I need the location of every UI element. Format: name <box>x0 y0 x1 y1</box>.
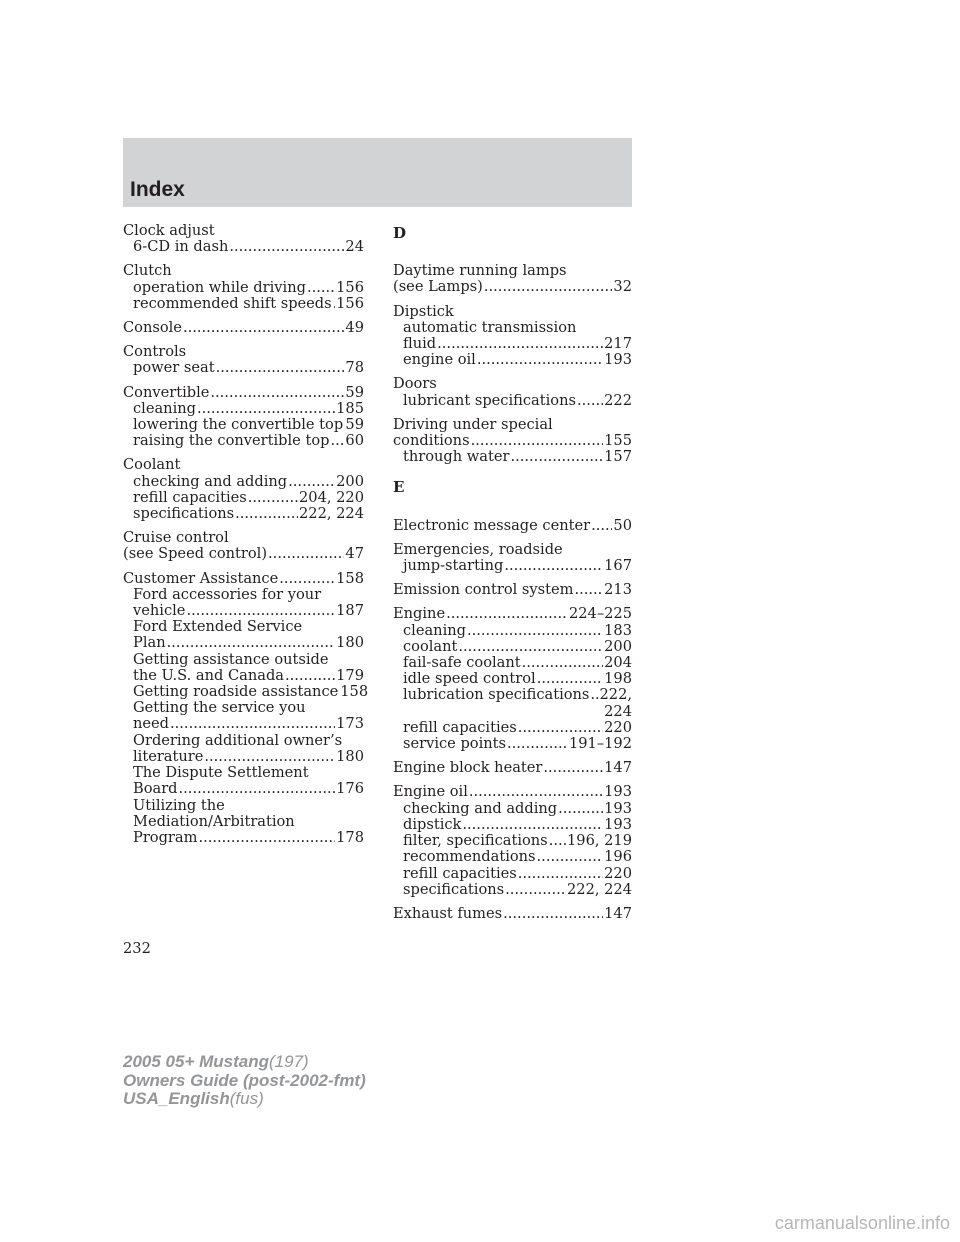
footer-model: 2005 05+ Mustang <box>123 1052 269 1071</box>
entry-page: 222, 224 <box>299 505 364 523</box>
entry-text: cleaning <box>403 621 466 639</box>
entry-text: idle speed control <box>403 670 536 688</box>
entry-page: 193 <box>604 351 632 369</box>
index-entry <box>393 417 632 466</box>
index-entry <box>393 606 632 752</box>
entry-text: filter, specifications <box>403 832 548 850</box>
leader-dots <box>235 506 298 522</box>
entry-page: 191–192 <box>568 735 632 753</box>
leader-dots <box>471 433 604 449</box>
index-entry <box>393 376 632 408</box>
entry-page: 204 <box>604 654 632 672</box>
leader-dots <box>179 781 336 797</box>
entry-page: 187 <box>336 602 364 620</box>
entry-page: 50 <box>613 516 632 534</box>
entry-page: 49 <box>345 319 364 337</box>
entry-text: Engine oil <box>393 783 468 801</box>
leader-dots <box>549 833 566 849</box>
index-subentry: Getting assistance outside <box>133 650 329 668</box>
entry-text: cleaning <box>133 399 196 417</box>
entry-text: (see Lamps) <box>393 278 483 296</box>
entry-page: 156 <box>336 294 364 312</box>
entry-page: 147 <box>604 759 632 777</box>
entry-page: 217 <box>604 335 632 353</box>
index-subentry <box>123 296 364 312</box>
entry-page: 158 <box>336 569 364 587</box>
entry-text: literature <box>133 747 204 765</box>
entry-text: Getting roadside assistance <box>133 683 339 701</box>
leader-dots <box>279 571 335 587</box>
entry-text: fail-safe coolant <box>403 654 521 672</box>
index-heading <box>123 546 364 562</box>
index-subentry <box>123 239 364 255</box>
entry-text: Customer Assistance <box>123 569 279 587</box>
leader-dots <box>469 784 603 800</box>
entry-page: 224–225 <box>568 605 632 623</box>
leader-dots <box>505 882 566 898</box>
entry-text: power seat <box>133 359 215 377</box>
index-subentry: Ordering additional owner’s <box>133 731 343 749</box>
index-subentry <box>123 433 364 449</box>
index-subentry: Ford Extended Service <box>133 618 303 636</box>
leader-dots <box>504 558 603 574</box>
index-subentry <box>393 882 632 898</box>
index-subentry <box>123 603 364 619</box>
entry-page: 220 <box>604 864 632 882</box>
entry-text: lubrication specifications <box>403 686 590 704</box>
footer-language-code: (fus) <box>229 1089 264 1108</box>
leader-dots <box>577 393 603 409</box>
index-subentry: Mediation/Arbitration <box>133 812 295 830</box>
leader-dots <box>477 352 603 368</box>
index-entry <box>393 760 632 776</box>
entry-page: 60 <box>345 432 364 450</box>
leader-dots <box>467 623 603 639</box>
entry-page: 180 <box>336 747 364 765</box>
entry-text: Engine <box>393 605 446 623</box>
entry-text: coolant <box>403 637 458 655</box>
entry-text: recommendations <box>403 848 536 866</box>
index-heading: Clock adjust <box>123 222 215 239</box>
index-subentry <box>393 558 632 574</box>
entry-text: (see Speed control) <box>123 545 268 563</box>
index-subentry <box>123 668 364 684</box>
index-heading <box>393 606 632 622</box>
leader-dots <box>167 635 336 651</box>
index-subentry: Ford accessories for your <box>133 585 322 603</box>
entry-page: 200 <box>604 637 632 655</box>
entry-text: Emission control system <box>393 581 574 599</box>
index-subentry <box>393 849 632 865</box>
entry-text: lubricant specifications <box>403 391 576 409</box>
entry-text: 6-CD in dash <box>133 238 229 256</box>
index-subentry <box>393 623 632 639</box>
leader-dots <box>437 336 603 352</box>
index-subentry <box>123 506 364 522</box>
index-subentry <box>393 655 632 671</box>
index-subentry: The Dispute Settlement <box>133 764 309 782</box>
entry-page: 157 <box>604 448 632 466</box>
footer-language: USA_English <box>123 1089 230 1108</box>
document-footer <box>123 1053 366 1109</box>
leader-dots <box>590 687 598 703</box>
entry-page: 198 <box>604 670 632 688</box>
leader-dots <box>537 671 603 687</box>
index-heading <box>393 518 632 534</box>
leader-dots <box>518 720 603 736</box>
index-heading <box>393 784 632 800</box>
entry-text: specifications <box>403 880 505 898</box>
entry-text: lowering the convertible top <box>133 416 344 434</box>
entry-page: 155 <box>604 432 632 450</box>
index-subentry <box>393 866 632 882</box>
entry-text: Electronic message center <box>393 516 591 534</box>
leader-dots <box>510 449 603 465</box>
index-subentry <box>123 830 364 846</box>
index-heading: Cruise control <box>123 529 229 547</box>
index-subentry <box>123 490 364 506</box>
page-number: 232 <box>123 940 151 957</box>
index-subentry <box>393 801 632 817</box>
entry-page: 176 <box>336 780 364 798</box>
entry-text: Console <box>123 319 182 337</box>
footer-guide: Owners Guide (post-2002-fmt) <box>123 1070 366 1090</box>
index-subentry <box>393 393 632 409</box>
header-band <box>123 138 632 207</box>
index-heading <box>123 320 364 336</box>
index-subentry <box>123 635 364 651</box>
leader-dots <box>210 385 344 401</box>
entry-text: recommended shift speeds <box>133 294 332 312</box>
leader-dots <box>216 360 345 376</box>
index-subentry <box>123 360 364 376</box>
index-heading: Doors <box>393 375 437 393</box>
index-entry <box>393 518 632 534</box>
footer-model-code: (197) <box>269 1052 309 1071</box>
index-heading: 224 <box>604 702 632 720</box>
index-subentry <box>123 781 364 797</box>
entry-page: 179 <box>336 666 364 684</box>
index-subentry: Getting the service you <box>133 699 306 717</box>
index-entry <box>123 569 369 846</box>
index-entry <box>393 784 632 897</box>
leader-dots <box>591 518 612 534</box>
index-entry <box>393 263 632 295</box>
leader-dots <box>330 433 344 449</box>
entry-page: 167 <box>604 557 632 575</box>
entry-page: 173 <box>336 715 364 733</box>
entry-page: 193 <box>604 783 632 801</box>
entry-page: 185 <box>336 399 364 417</box>
entry-page: 147 <box>604 904 632 922</box>
leader-dots <box>522 655 604 671</box>
entry-page: 222, <box>599 686 632 704</box>
entry-text: through water <box>403 448 510 466</box>
leader-dots <box>186 603 335 619</box>
index-subentry <box>393 449 632 465</box>
entry-text: Exhaust fumes <box>393 904 503 922</box>
index-subentry <box>393 336 632 352</box>
entry-text: Convertible <box>123 383 210 401</box>
leader-dots <box>462 817 603 833</box>
leader-dots <box>484 279 613 295</box>
index-entry <box>123 263 364 312</box>
entry-page: 193 <box>604 815 632 833</box>
index-subentry <box>393 671 632 687</box>
entry-page: 183 <box>604 621 632 639</box>
index-heading <box>393 279 632 295</box>
entry-page: 204, 220 <box>299 488 364 506</box>
index-heading: Coolant <box>123 456 181 474</box>
entry-text: Program <box>133 828 198 846</box>
index-heading: Dipstick <box>393 302 454 320</box>
leader-dots <box>183 320 344 336</box>
index-subentry <box>123 474 364 490</box>
leader-dots <box>204 749 335 765</box>
index-subentry <box>123 683 369 701</box>
entry-page: 59 <box>345 416 364 434</box>
index-subentry <box>123 749 364 765</box>
entry-page: 156 <box>336 278 364 296</box>
leader-dots <box>268 546 344 562</box>
entry-page: 180 <box>336 634 364 652</box>
leader-dots <box>333 296 336 312</box>
index-subentry <box>123 401 364 417</box>
entry-text: operation while driving <box>133 278 306 296</box>
entry-page: 213 <box>604 581 632 599</box>
entry-text: refill capacities <box>403 718 517 736</box>
index-entry <box>393 906 632 922</box>
section-letter-e: E <box>393 478 405 497</box>
entry-page: 47 <box>345 545 364 563</box>
entry-page: 32 <box>613 278 632 296</box>
leader-dots <box>307 280 335 296</box>
index-heading: Driving under special <box>393 415 553 433</box>
index-heading: Controls <box>123 343 187 361</box>
entry-page: 78 <box>345 359 364 377</box>
index-column-left <box>123 222 369 854</box>
leader-dots <box>446 606 568 622</box>
page-title: Index <box>130 178 185 201</box>
index-entry <box>123 457 364 522</box>
entry-page: 220 <box>604 718 632 736</box>
leader-dots <box>248 490 298 506</box>
entry-text: checking and adding <box>133 472 288 490</box>
index-subentry <box>393 687 632 703</box>
entry-text: conditions <box>393 432 470 450</box>
index-entry <box>123 530 364 562</box>
leader-dots <box>574 582 603 598</box>
index-heading <box>393 906 632 922</box>
entry-page: 59 <box>345 383 364 401</box>
entry-page: 222 <box>604 391 632 409</box>
entry-text: specifications <box>133 505 235 523</box>
index-subentry: automatic transmission <box>403 318 577 336</box>
leader-dots <box>503 906 603 922</box>
entry-text: raising the convertible top <box>133 432 330 450</box>
entry-text: refill capacities <box>133 488 247 506</box>
index-heading <box>123 385 364 401</box>
leader-dots <box>458 639 603 655</box>
leader-dots <box>197 401 335 417</box>
entry-text: vehicle <box>133 602 186 620</box>
index-heading <box>123 571 364 587</box>
index-subentry <box>123 716 364 732</box>
entry-text: Board <box>133 780 178 798</box>
entry-text: need <box>133 715 170 733</box>
leader-dots <box>198 830 335 846</box>
entry-text: the U.S. and Canada <box>133 666 284 684</box>
entry-page: 178 <box>336 828 364 846</box>
index-entry <box>393 542 632 574</box>
index-entry <box>123 385 364 450</box>
index-heading <box>393 760 632 776</box>
leader-dots <box>507 736 568 752</box>
entry-text: engine oil <box>403 351 476 369</box>
index-column-right <box>393 223 632 930</box>
entry-text: refill capacities <box>403 864 517 882</box>
leader-dots <box>229 239 344 255</box>
watermark-text: carmanualsonline.info <box>774 1213 950 1233</box>
leader-dots <box>543 760 603 776</box>
leader-dots <box>285 668 335 684</box>
index-subentry <box>393 833 632 849</box>
entry-page: 24 <box>345 238 364 256</box>
entry-text: fluid <box>403 335 437 353</box>
section-letter-d: D <box>393 224 407 242</box>
index-section-d <box>393 263 632 465</box>
index-subentry <box>123 280 364 296</box>
leader-dots <box>170 716 335 732</box>
entry-text: checking and adding <box>403 799 558 817</box>
entry-page: 200 <box>336 472 364 490</box>
leader-dots <box>537 849 604 865</box>
entry-text: dipstick <box>403 815 462 833</box>
entry-page: 193 <box>604 799 632 817</box>
index-subentry <box>393 817 632 833</box>
index-subentry <box>393 352 632 368</box>
index-entry <box>123 320 364 336</box>
index-heading <box>393 582 632 598</box>
index-entry <box>393 582 632 598</box>
entry-page: 196, 219 <box>567 832 632 850</box>
leader-dots <box>518 866 603 882</box>
entry-page: 158 <box>340 683 369 701</box>
entry-text: Plan <box>133 634 166 652</box>
index-heading: Emergencies, roadside <box>393 540 563 558</box>
entry-page: 196 <box>604 848 632 866</box>
index-subentry <box>393 639 632 655</box>
index-entry <box>393 304 632 369</box>
index-subentry <box>393 720 632 736</box>
leader-dots <box>288 474 335 490</box>
index-entry <box>123 344 364 376</box>
index-subentry <box>123 417 364 433</box>
entry-text: Engine block heater <box>393 759 543 777</box>
index-section-e <box>393 518 632 922</box>
index-subentry: Utilizing the <box>133 796 225 814</box>
index-entry <box>123 223 364 255</box>
entry-text: jump-starting <box>403 557 504 575</box>
entry-page: 222, 224 <box>567 880 632 898</box>
entry-text: service points <box>403 735 507 753</box>
index-heading <box>393 433 632 449</box>
index-subentry <box>393 736 632 752</box>
leader-dots <box>558 801 603 817</box>
index-heading: Daytime running lamps <box>393 262 567 280</box>
index-heading: Clutch <box>123 262 172 280</box>
